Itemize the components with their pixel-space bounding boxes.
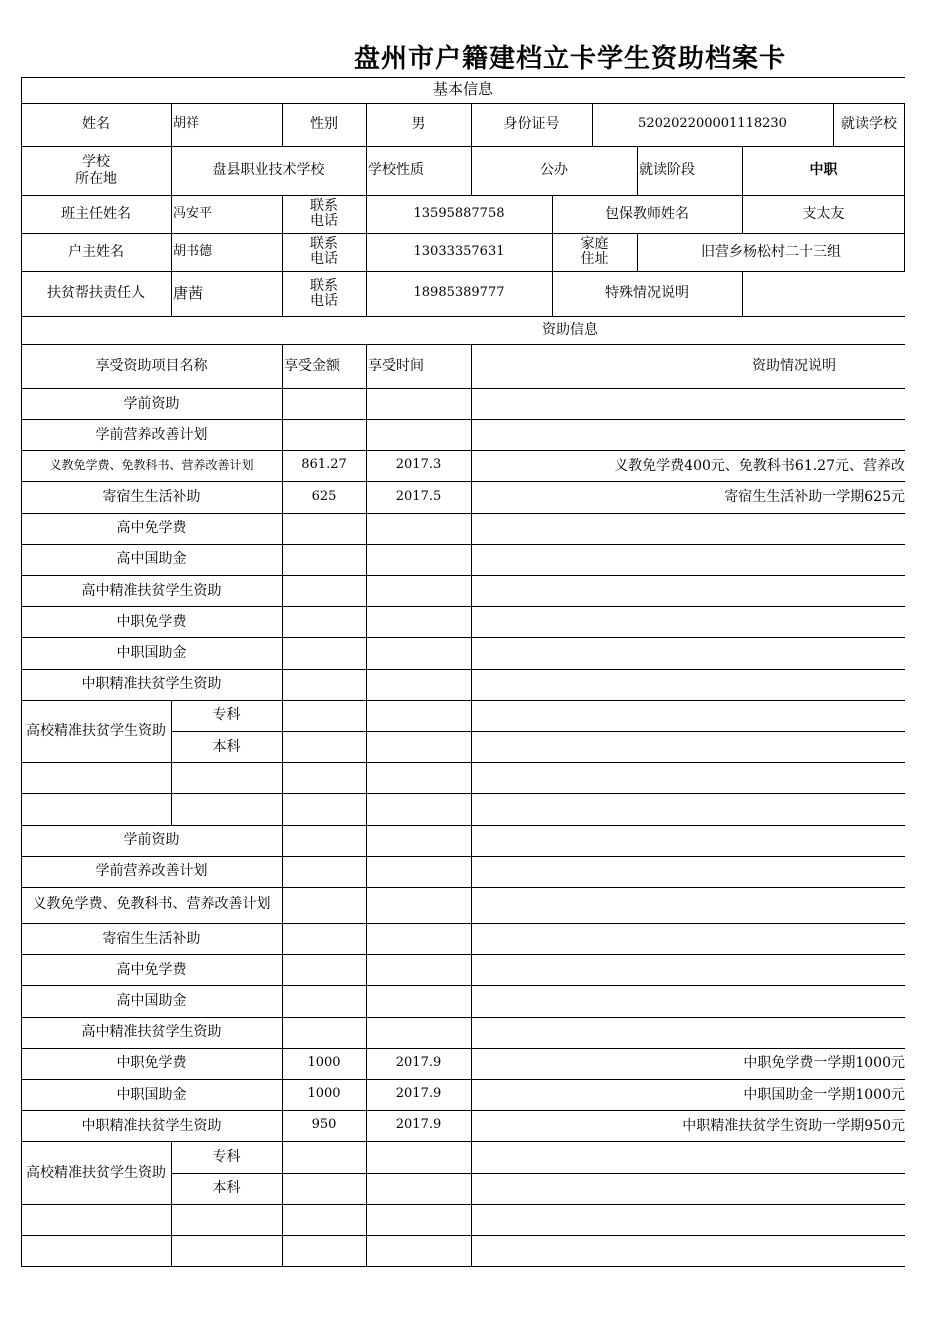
id-label: 身份证号 [503,116,560,133]
aid-item-name: 高中精准扶贫学生资助 [81,582,222,599]
aid-item-time [366,513,471,544]
aid-item-name: 中职国助金 [116,1086,187,1103]
college-sub-2: 本科 [212,1180,241,1197]
name-label: 姓名 [82,116,110,133]
aid-item-amount: 1000 [307,1054,341,1070]
mentor-label: 包保教师姓名 [605,205,689,222]
aid-item-time: 2017.9 [395,1117,442,1133]
aid-item-time: 2017.5 [395,488,442,504]
aid-item-amount [282,954,366,985]
aid-item-time [366,637,471,668]
special-value [742,271,905,316]
aid-item-amount [282,575,366,606]
aid-person-phone-label: 联系 电话 [310,277,338,309]
aid-item-time [366,419,471,450]
aid-item-desc [471,1017,905,1048]
teacher-value: 冯安平 [173,205,213,221]
householder-label: 户主姓名 [68,243,124,260]
aid-item-time: 2017.9 [395,1086,442,1102]
aid-item-name: 学前营养改善计划 [95,863,208,880]
college-sub-2: 本科 [212,738,241,755]
aid-item-desc: 中职国助金一学期1000元 [743,1086,905,1103]
aid-item-amount [282,513,366,544]
aid-item-desc [471,954,905,985]
aid-item-amount [282,923,366,954]
teacher-phone-label: 联系 电话 [310,198,338,229]
aid-item-name: 高中国助金 [116,992,187,1009]
aid-item-desc [471,419,905,450]
aid-item-amount [282,1017,366,1048]
aid-item-amount [282,669,366,700]
aid-item-time [366,825,471,856]
aid-item-amount [282,856,366,887]
aid-item-time [366,606,471,637]
aid-item-amount [282,388,366,419]
aid-item-desc [471,513,905,544]
aid-item-desc: 中职免学费一学期1000元 [743,1055,905,1072]
teacher-phone-value: 13595887758 [413,205,505,221]
aid-item-desc [471,669,905,700]
aid-item-amount [282,825,366,856]
stage-value: 中职 [809,162,838,179]
aid-item-name: 寄宿生生活补助 [102,488,201,505]
aid-item-amount [282,637,366,668]
aid-item-desc: 中职精准扶贫学生资助一学期950元 [682,1117,905,1134]
school-location-label: 学校 所在地 [75,154,117,187]
aid-item-name: 寄宿生生活补助 [102,930,201,947]
aid-item-time [366,575,471,606]
aid-person-label: 扶贫帮扶责任人 [47,285,145,302]
aid-item-desc [471,388,905,419]
aid-item-time: 2017.9 [395,1054,442,1070]
aid-item-time: 2017.3 [395,457,442,473]
aid-item-time [366,923,471,954]
aid-item-desc [471,544,905,575]
aid-item-desc [471,856,905,887]
school-type-label: 学校性质 [368,162,424,179]
aid-item-name: 高中免学费 [116,520,187,537]
school-type-value: 公办 [540,162,568,179]
aid-item-desc [471,606,905,637]
gender-value: 男 [411,116,426,133]
col-desc-header: 资助情况说明 [752,357,836,374]
basic-info-header: 基本信息 [432,80,493,99]
aid-item-name: 学前资助 [123,832,180,849]
aid-item-time [366,887,471,923]
aid-person-phone-value: 18985389777 [413,285,505,301]
aid-item-amount [282,419,366,450]
householder-phone-value: 13033357631 [413,243,505,259]
college-sub-1: 专科 [212,707,241,724]
householder-value: 胡书德 [173,243,213,259]
aid-item-time [366,669,471,700]
aid-item-amount [282,606,366,637]
aid-item-name: 中职免学费 [116,613,187,630]
aid-item-desc [471,985,905,1016]
aid-item-name: 高中国助金 [116,551,187,568]
aid-item-time [366,388,471,419]
aid-item-time [366,544,471,575]
aid-item-name: 中职免学费 [116,1055,187,1072]
aid-item-name: 中职国助金 [116,644,187,661]
aid-item-name: 中职精准扶贫学生资助 [81,1117,222,1134]
aid-item-desc: 寄宿生生活补助一学期625元 [724,488,905,505]
aid-item-desc [471,923,905,954]
school-label: 就读学校 [841,116,897,133]
aid-item-amount: 861.27 [301,457,347,473]
aid-item-desc: 义教免学费400元、免教科书61.27元、营养改 [614,457,905,474]
aid-item-desc [471,825,905,856]
aid-record-sheet [21,77,905,1276]
aid-item-amount [282,985,366,1016]
college-aid-label: 高校精准扶贫学生资助 [26,722,166,739]
college-aid-label: 高校精准扶贫学生资助 [26,1164,166,1181]
aid-item-time [366,985,471,1016]
aid-item-name: 高中免学费 [116,961,187,978]
school-location-value: 盘县职业技术学校 [212,162,325,179]
special-label: 特殊情况说明 [605,285,689,302]
gender-label: 性别 [310,116,338,133]
aid-item-name: 中职精准扶贫学生资助 [81,676,222,693]
aid-item-amount [282,887,366,923]
college-sub-1: 专科 [212,1148,241,1165]
name-value: 胡祥 [173,116,200,132]
aid-item-amount: 625 [311,488,337,504]
address-label: 家庭 住址 [580,236,609,267]
col-time-header: 享受时间 [368,357,424,374]
aid-item-time [366,856,471,887]
aid-item-time [366,954,471,985]
id-value: 520202200001118230 [638,116,787,132]
aid-item-name: 义教免学费、免教科书、营养改善计划 [49,457,254,472]
page-title: 盘州市户籍建档立卡学生资助档案卡 [353,44,786,74]
aid-item-name: 义教免学费、免教科书、营养改善计划 [32,896,271,913]
aid-item-name: 学前营养改善计划 [95,426,208,443]
aid-item-desc [471,637,905,668]
teacher-label: 班主任姓名 [61,205,131,222]
aid-item-time [366,1017,471,1048]
aid-item-name: 学前资助 [123,395,180,412]
aid-person-value: 唐茜 [173,283,204,302]
aid-item-amount [282,544,366,575]
aid-item-name: 高中精准扶贫学生资助 [81,1024,222,1041]
aid-item-desc [471,887,905,923]
aid-item-desc [471,575,905,606]
mentor-value: 支太友 [802,205,845,222]
aid-info-header: 资助信息 [542,321,598,338]
col-name-header: 享受资助项目名称 [95,357,208,374]
address-value: 旧营乡杨松村二十三组 [701,243,841,260]
stage-label: 就读阶段 [639,162,695,179]
aid-item-amount: 950 [311,1117,337,1133]
householder-phone-label: 联系 电话 [310,236,338,267]
col-amount-header: 享受金额 [284,357,340,374]
aid-item-amount: 1000 [307,1086,341,1102]
